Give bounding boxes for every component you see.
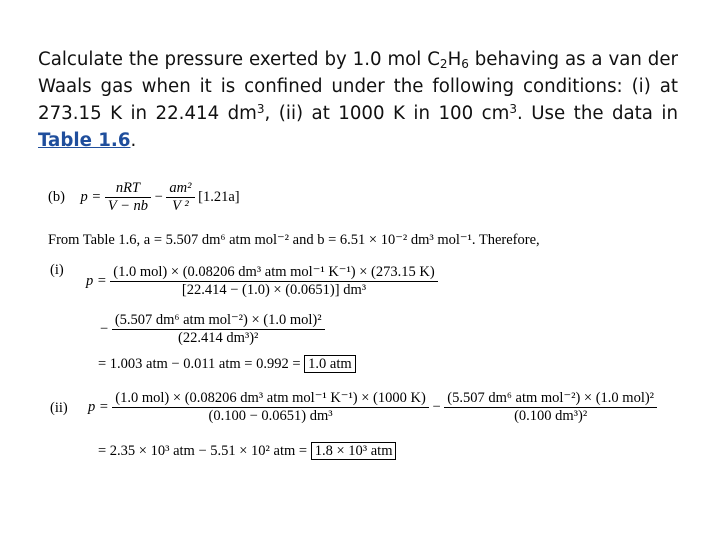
part-b-label: (b) [48,188,65,205]
part-i-label: (i) [50,262,64,278]
part-i-result [98,356,356,373]
denominator: V − nb [105,197,151,215]
denominator: (0.100 − 0.0651) dm³ [112,407,429,425]
answer-box-ii: 1.8 × 10³ atm [311,442,397,460]
fraction-am2 [166,180,194,215]
minus-sign: − [154,188,163,205]
subscript: 6 [461,57,469,71]
fraction-ii-2 [444,390,657,425]
from-table-text: From Table 1.6, a = 5.507 dm⁶ atm mol⁻² and b = 6.51 × 10⁻² dm³ mol⁻¹. Therefore, [48,232,540,248]
part-ii-label: (ii) [50,400,68,416]
equation-b [48,180,240,215]
superscript: 3 [509,102,517,116]
question-part: Calculate the pressure exerted by 1.0 mol C [38,49,440,70]
numerator: (1.0 mol) × (0.08206 dm³ atm mol⁻¹ K⁻¹) × (273.15 K) [113,264,435,280]
question-part: behaving as a van der Waals gas when it is confined under the following conditions: (i) at 273.15 K in 22.414 dm [38,49,678,124]
minus-sign: − [432,398,441,415]
question-part: , (ii) at 1000 K in 100 cm [264,103,510,124]
denominator: [22.414 − (1.0) × (0.0651)] dm³ [110,281,437,299]
subscript: 2 [439,57,448,71]
numerator: (5.507 dm⁶ atm mol⁻²) × (1.0 mol)² [114,312,322,328]
numerator: (1.0 mol) × (0.08206 dm³ atm mol⁻¹ K⁻¹) × (1000 K) [115,390,426,406]
part-ii-terms [88,390,657,425]
result-text: = 2.35 × 10³ atm − 5.51 × 10² atm = [98,443,308,459]
fraction-i-2 [112,312,325,347]
denominator: (22.414 dm³)² [112,329,325,347]
superscript: 3 [256,102,265,116]
numerator: am² [169,180,192,196]
denominator: V ² [166,197,194,215]
part-i-second-term [100,312,325,347]
p-equals: p = [80,188,102,205]
fraction-nrt [105,180,151,215]
minus-sign: − [100,320,109,337]
question-part: . Use the data in [517,103,678,124]
question-text [38,46,678,154]
fraction-i-1 [110,264,437,299]
numerator: nRT [115,180,140,196]
part-i-first-term [86,264,438,299]
equation-reference: [1.21a] [198,188,240,205]
p-equals: p = [86,272,107,289]
question-part: . [130,130,137,151]
denominator: (0.100 dm³)² [444,407,657,425]
answer-box-i: 1.0 atm [304,355,356,373]
question-part: H [447,49,462,70]
fraction-ii-1 [112,390,429,425]
table-link[interactable]: Table 1.6 [38,130,131,151]
numerator: (5.507 dm⁶ atm mol⁻²) × (1.0 mol)² [447,390,655,406]
p-equals: p = [88,398,109,415]
part-ii-result [98,443,396,460]
result-text: = 1.003 atm − 0.011 atm = 0.992 = [98,356,301,372]
